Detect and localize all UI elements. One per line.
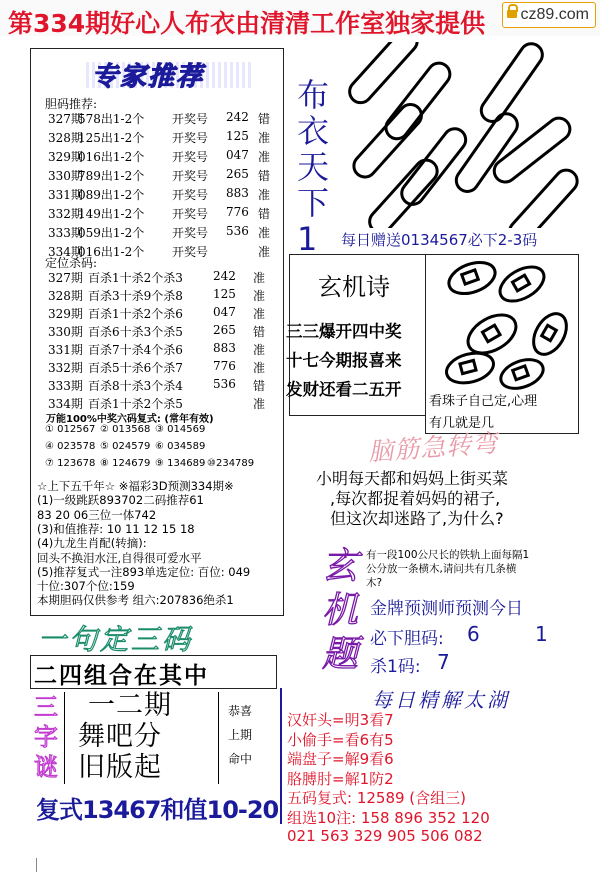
dan-cell: 准 [258, 131, 271, 145]
kill-cell: 334期 [48, 397, 83, 411]
kill-label: 定位杀码: [45, 256, 98, 270]
poem-line: 三三爆开四中奖 [286, 322, 402, 341]
riddle-side-char: 字 [34, 723, 58, 751]
dan-cell: 错 [258, 169, 271, 183]
riddle-big-line: 旧版起 [78, 752, 162, 783]
kill-cell: 错 [253, 379, 266, 393]
yiju-title: 一句定三码 [38, 623, 194, 656]
xuanji-question-line: 公分放一条横木,请问共有几条横 [366, 563, 517, 575]
xuanji-char: 题 [322, 634, 359, 675]
fuxuan-grid [45, 424, 285, 478]
xuanji-question [366, 547, 586, 593]
page-title: 第334期好心人布衣由清清工作室独家提供 [8, 9, 486, 38]
brain-line: 小明每天都和妈妈上街买菜 [316, 469, 509, 488]
xuanji-char: 玄 [322, 546, 359, 587]
taihu-line: 端盘子=解9看6 [287, 750, 394, 768]
daily-gift: 每日赠送0134567必下2-3码 [341, 231, 538, 249]
coins-graphic [430, 256, 575, 391]
kill-cell: 327期 [48, 271, 83, 285]
kill-cell: 百杀1十杀2个杀3 [88, 271, 183, 285]
kill-cell: 准 [253, 397, 266, 411]
buyi-char: 天 [297, 148, 330, 186]
brain-line: ,每次都捉着妈妈的裙子, [330, 489, 501, 508]
forecast-line: (4)九龙生肖配(转摘): [37, 536, 147, 551]
kill-cell: 333期 [48, 379, 83, 393]
riddle-congrats [224, 702, 264, 782]
bottom-mark [36, 858, 37, 872]
fuxuan-cell: ② 013568 [100, 424, 151, 435]
kill-cell: 536 [213, 377, 236, 391]
fuxuan-cell: ⑨ 134689 [155, 458, 206, 469]
riddle-congrats-line: 上期 [228, 728, 253, 742]
dan-cell: 016出1-2个 [78, 245, 145, 259]
dan-cell: 047 [226, 148, 249, 162]
poem-lines [286, 318, 426, 408]
dan-cell: 333期 [48, 226, 83, 240]
kill-cell: 准 [253, 343, 266, 357]
dan-cell: 准 [258, 226, 271, 240]
kill-cell: 准 [253, 271, 266, 285]
kill-cell: 125 [213, 287, 236, 301]
dan-cell: 331期 [48, 188, 83, 202]
poem-line: 十七今期报喜来 [286, 351, 402, 370]
fuxuan-title: 万能100%中奖六码复式: (常年有效) [46, 414, 214, 425]
dan-cell: 准 [258, 150, 271, 164]
dan-cell: 开奖号 [172, 226, 209, 240]
fuxuan-cell: ① 012567 [45, 424, 96, 435]
dan-cell: 开奖号 [172, 131, 209, 145]
xuanji-question-line: 有一段100公尺长的铁轨上面每隔1 [366, 549, 530, 561]
fuxuan-cell: ③ 014569 [155, 424, 206, 435]
kill-cell: 047 [213, 305, 236, 319]
lock-icon [507, 10, 517, 18]
dan-cell: 125 [226, 129, 249, 143]
dan-cell: 准 [258, 245, 271, 259]
dan-cell: 059出1-2个 [78, 226, 145, 240]
fushi-line: 复式13467和值10-20 [36, 796, 279, 824]
kill-cell: 百杀1十杀2个杀5 [88, 397, 183, 411]
brain-title: 脑筋急转弯 [367, 428, 499, 467]
riddle-side [34, 692, 64, 784]
riddle-congrats-line: 命中 [228, 752, 253, 766]
must-dan-a: 6 [467, 622, 480, 646]
riddle-side-char: 三 [34, 693, 58, 721]
kill-cell: 328期 [48, 289, 83, 303]
kill-cell: 百杀3十杀9个杀8 [88, 289, 183, 303]
dan-cell: 开奖号 [172, 112, 209, 126]
kill-cell: 百杀1十杀2个杀6 [88, 307, 183, 321]
xuanji-question-line: 木? [366, 577, 383, 589]
dan-cell: 125出1-2个 [78, 131, 145, 145]
gold-forecast: 金牌预测师预测今日 [370, 599, 523, 619]
riddle-congrats-line: 恭喜 [228, 704, 253, 718]
kill-cell: 332期 [48, 361, 83, 375]
taihu-lines [287, 709, 592, 845]
kill-cell: 265 [213, 323, 236, 337]
riddle-divider-2 [218, 692, 219, 784]
kill-cell: 准 [253, 361, 266, 375]
fuxuan-cell: ⑩234789 [207, 458, 255, 469]
buyi-char: 布 [297, 76, 330, 114]
kill-cell: 准 [253, 289, 266, 303]
dan-cell: 789出1-2个 [78, 169, 145, 183]
site-badge-label: cz89.com [520, 6, 589, 23]
dan-cell: 开奖号 [172, 169, 209, 183]
taihu-extra-line: 五码复式: 12589 (含组三) [287, 789, 467, 807]
taihu-line: 汉奸头=明3看7 [287, 711, 394, 729]
fuxuan-cell: ⑧ 124679 [100, 458, 151, 469]
xuanji-vertical [318, 546, 366, 686]
dan-cell: 开奖号 [172, 245, 209, 259]
buyi-char: 衣 [297, 112, 330, 150]
buyi-vertical [295, 78, 335, 258]
dan-cell: 准 [258, 188, 271, 202]
riddle-side-char: 谜 [34, 753, 58, 781]
riddle-big [70, 690, 220, 786]
coins-caption-2: 有几就是几 [429, 416, 495, 431]
brain-line: 但这次却迷路了,为什么? [330, 509, 504, 528]
taihu-line: 小偷手=看6有5 [287, 730, 394, 749]
dan-cell: 016出1-2个 [78, 150, 145, 164]
kill-cell: 准 [253, 307, 266, 321]
kill-cell: 883 [213, 341, 236, 355]
fuxuan-cell: ⑤ 024579 [100, 441, 151, 452]
dan-cell: 328期 [48, 131, 83, 145]
buyi-char: 1 [297, 220, 318, 258]
dan-cell: 242 [226, 110, 249, 124]
dan-cell: 开奖号 [172, 150, 209, 164]
dan-label: 胆码推荐: [45, 97, 98, 111]
taihu-extra-line: 组选10注: 158 896 352 120 [287, 809, 490, 827]
kill-cell: 百杀8十杀3个杀4 [88, 379, 183, 393]
dan-cell: 776 [226, 205, 249, 219]
fuxuan-cell: ⑦ 123678 [45, 458, 96, 469]
dan-cell: 327期 [48, 112, 83, 126]
forecast-line: 十位:307个位:159 [37, 579, 135, 594]
kill-cell: 百杀6十杀3个杀5 [88, 325, 183, 339]
kill-cell: 百杀7十杀4个杀6 [88, 343, 183, 357]
forecast-line: 回头不换泪水汪,自得很可爱水平 [37, 550, 202, 565]
kill-table [48, 269, 283, 421]
dan-cell: 开奖号 [172, 207, 209, 221]
dan-cell: 883 [226, 186, 249, 200]
buyi-char: 下 [297, 184, 330, 222]
kill-cell: 百杀5十杀6个杀7 [88, 361, 183, 375]
taihu-extra-line: 021 563 329 905 506 082 [287, 827, 483, 845]
kill-cell: 331期 [48, 343, 83, 357]
kill-cell: 776 [213, 359, 236, 373]
forecast-block [37, 478, 287, 608]
dan-cell: 330期 [48, 169, 83, 183]
kill-cell: 329期 [48, 307, 83, 321]
fuxuan-cell: ④ 023578 [45, 441, 96, 452]
big-36-graphic [336, 42, 596, 232]
dan-cell: 578出1-2个 [78, 112, 145, 126]
dan-cell: 329期 [48, 150, 83, 164]
dan-cell: 开奖号 [172, 188, 209, 202]
kill-one-label: 杀1码: [370, 657, 421, 677]
dan-cell: 332期 [48, 207, 83, 221]
dan-cell: 错 [258, 112, 271, 126]
brain-text [316, 466, 594, 532]
riddle-big-line: 一二期 [88, 690, 172, 721]
taihu-divider [280, 688, 282, 824]
kill-cell: 330期 [48, 325, 83, 339]
forecast-line: (3)和值推荐: 10 11 12 15 18 [37, 521, 195, 536]
yiju-line: 二四组合在其中 [34, 663, 209, 689]
dan-cell: 错 [258, 207, 271, 221]
xuanji-char: 机 [322, 590, 359, 631]
forecast-line: (1)一级跳跃893702二码推荐61 [37, 493, 204, 508]
expert-heading: 专家推荐 [92, 62, 205, 92]
forecast-line: 83 20 06三位一体742 [37, 507, 157, 522]
dan-cell: 334期 [48, 245, 83, 259]
dan-cell: 089出1-2个 [78, 188, 145, 202]
site-badge[interactable] [502, 2, 596, 28]
forecast-line: 本期胆码仅供参考 组六:207836绝杀1 [37, 593, 234, 608]
dan-cell: 265 [226, 167, 249, 181]
dan-cell: 149出1-2个 [78, 207, 145, 221]
dan-table [48, 110, 283, 262]
poem-title: 玄机诗 [318, 273, 390, 301]
taihu-title: 每日精解太湖 [372, 688, 510, 712]
poem-line: 发财还看二五开 [286, 380, 402, 399]
fuxuan-cell: ⑥ 034589 [155, 441, 206, 452]
kill-cell: 错 [253, 325, 266, 339]
riddle-divider [64, 692, 65, 784]
coins-caption-1: 看珠子自己定,心理 [429, 394, 538, 409]
kill-one-value: 7 [437, 650, 450, 674]
must-dan-label: 必下胆码: [370, 629, 444, 649]
dan-cell: 536 [226, 224, 249, 238]
riddle-big-line: 舞吧分 [78, 721, 162, 752]
taihu-line: 胳膊肘=解1防2 [287, 769, 394, 788]
forecast-line: ☆上下五千年☆ ※福彩3D预测334期※ [37, 479, 234, 493]
must-dan-b: 1 [535, 622, 548, 646]
kill-cell: 242 [213, 269, 236, 283]
forecast-line: (5)推荐复式一注893单选定位: 百位: 049 [37, 564, 251, 579]
